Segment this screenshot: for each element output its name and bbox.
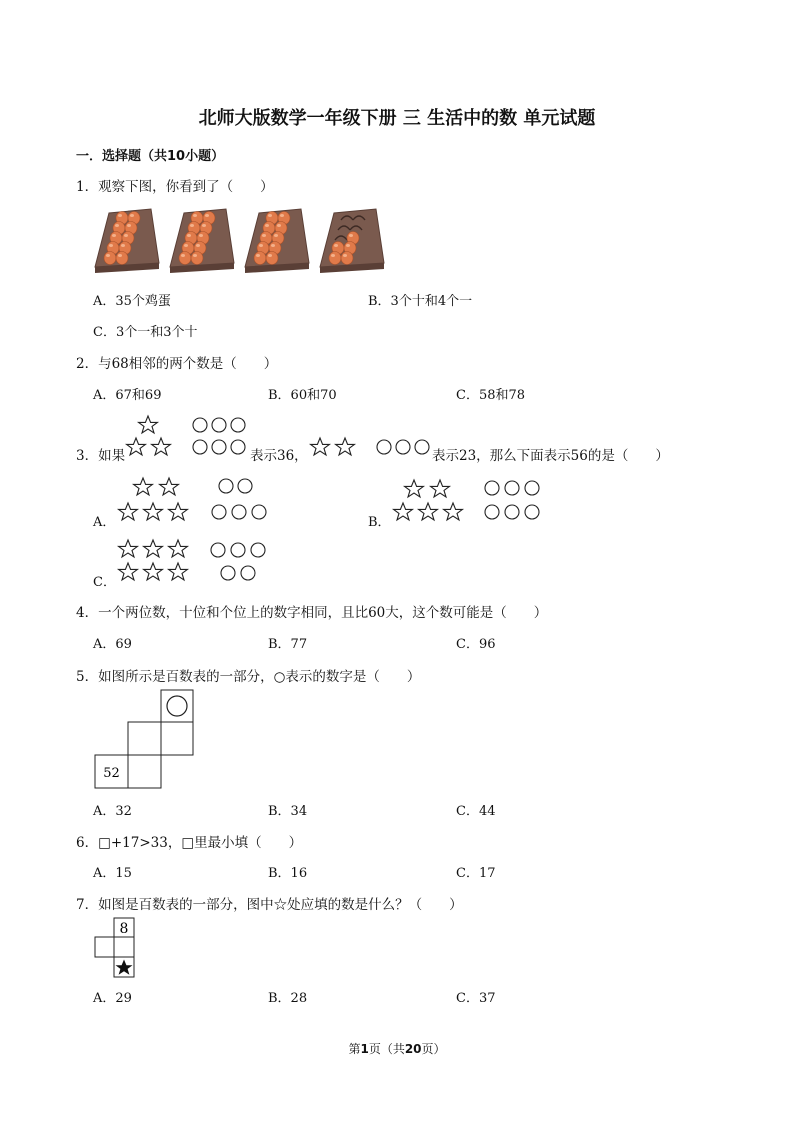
egg-trays-figure <box>93 205 393 275</box>
egg-tray-icon <box>320 209 384 273</box>
egg-icon <box>116 252 128 265</box>
circle-icon <box>396 440 410 454</box>
star-icon <box>152 438 171 455</box>
egg-icon <box>179 252 191 265</box>
question-3-option-c[interactable]: C． <box>93 575 116 590</box>
question-3-option-a[interactable]: A． <box>93 515 116 530</box>
question-6-option-b[interactable]: B．16 <box>268 866 308 881</box>
circle-icon <box>231 440 245 454</box>
star-icon <box>144 540 163 557</box>
footer-mid: 页（共 <box>368 1042 405 1056</box>
star-icon <box>336 438 355 455</box>
circle-icon <box>193 440 207 454</box>
question-1-option-a[interactable]: A．35个鸡蛋 <box>93 294 171 309</box>
egg-tray-icon <box>170 209 234 273</box>
egg-tray-icon <box>245 209 309 273</box>
hundred-chart-cross-figure <box>94 917 138 979</box>
star-icon <box>169 563 188 580</box>
question-4-option-a[interactable]: A．69 <box>93 637 132 652</box>
circle-icon <box>505 481 519 495</box>
question-7-stem: 7．如图是百数表的一部分，图中☆处应填的数是什么？（ ） <box>76 897 463 913</box>
egg-icon <box>266 252 278 265</box>
question-6-option-c[interactable]: C．17 <box>456 866 496 881</box>
example-23-figure <box>308 436 434 460</box>
question-7-option-c[interactable]: C．37 <box>456 991 496 1006</box>
question-3-stem-mid1: 表示36， <box>250 448 308 464</box>
question-5-option-b[interactable]: B．34 <box>268 804 308 819</box>
star-icon <box>444 503 463 520</box>
egg-icon <box>254 252 266 265</box>
footer-suffix: 页） <box>421 1042 446 1056</box>
egg-tray-icon <box>95 209 159 273</box>
example-36-figure <box>124 414 250 460</box>
circle-icon <box>415 440 429 454</box>
question-6-stem: 6．□+17>33，□里最小填（ ） <box>76 835 303 851</box>
page-footer <box>0 1040 794 1057</box>
option-c-figure[interactable] <box>116 538 276 586</box>
circle-icon <box>505 505 519 519</box>
question-6-option-a[interactable]: A．15 <box>93 866 132 881</box>
cell-value-8: 8 <box>119 921 129 937</box>
question-5-option-a[interactable]: A．32 <box>93 804 132 819</box>
star-icon <box>144 503 163 520</box>
circle-icon <box>485 481 499 495</box>
star-icon <box>419 503 438 520</box>
footer-prefix: 第 <box>348 1042 361 1056</box>
circle-icon <box>231 418 245 432</box>
egg-icon <box>104 252 116 265</box>
egg-icon <box>191 252 203 265</box>
circle-icon <box>212 505 226 519</box>
page-title: 北师大版数学一年级下册 三 生活中的数 单元试题 <box>198 108 596 129</box>
section-heading: 一．选择题（共10小题） <box>76 149 225 164</box>
star-icon <box>119 563 138 580</box>
circle-icon <box>212 418 226 432</box>
cell-value-52: 52 <box>103 766 120 781</box>
circle-icon <box>167 696 187 716</box>
question-4-option-c[interactable]: C．96 <box>456 637 496 652</box>
question-4-stem: 4．一个两位数，十位和个位上的数字相同，且比60大，这个数可能是（ ） <box>76 605 548 621</box>
hundred-chart-staircase-figure <box>94 689 196 791</box>
question-5-option-c[interactable]: C．44 <box>456 804 496 819</box>
circle-icon <box>525 481 539 495</box>
star-icon <box>139 416 158 433</box>
circle-icon <box>212 440 226 454</box>
star-icon <box>119 540 138 557</box>
question-1-option-c[interactable]: C．3个一和3个十 <box>93 325 198 340</box>
circle-icon <box>232 505 246 519</box>
star-icon <box>160 478 179 495</box>
question-1-stem: 1．观察下图，你看到了（ ） <box>76 179 274 195</box>
question-4-option-b[interactable]: B．77 <box>268 637 308 652</box>
circle-icon <box>193 418 207 432</box>
option-b-figure[interactable] <box>392 478 552 526</box>
star-icon <box>127 438 146 455</box>
star-icon <box>119 503 138 520</box>
option-a-figure[interactable] <box>116 476 276 524</box>
question-5-stem: 5．如图所示是百数表的一部分，○表示的数字是（ ） <box>76 669 421 685</box>
circle-icon <box>251 543 265 557</box>
question-7-option-b[interactable]: B．28 <box>268 991 308 1006</box>
star-icon <box>394 503 413 520</box>
question-2-option-a[interactable]: A．67和69 <box>93 388 162 403</box>
star-icon <box>431 480 450 497</box>
circle-icon <box>377 440 391 454</box>
question-1-option-b[interactable]: B．3个十和4个一 <box>368 294 473 309</box>
star-icon <box>134 478 153 495</box>
star-icon <box>169 540 188 557</box>
circle-icon <box>485 505 499 519</box>
circle-icon <box>231 543 245 557</box>
circle-icon <box>211 543 225 557</box>
question-2-stem: 2．与68相邻的两个数是（ ） <box>76 356 278 372</box>
egg-icon <box>329 252 341 265</box>
star-icon <box>405 480 424 497</box>
footer-total-pages: 20 <box>404 1042 422 1056</box>
question-2-option-c[interactable]: C．58和78 <box>456 388 526 403</box>
circle-icon <box>252 505 266 519</box>
egg-icon <box>341 252 353 265</box>
star-icon <box>144 563 163 580</box>
circle-icon <box>219 479 233 493</box>
footer-page-number: 1 <box>360 1042 369 1056</box>
star-icon <box>169 503 188 520</box>
question-7-option-a[interactable]: A．29 <box>93 991 132 1006</box>
question-3-stem-prefix: 3．如果 <box>76 448 126 464</box>
question-3-stem-mid2: 表示23，那么下面表示56的是（ ） <box>432 448 669 464</box>
question-3-option-b[interactable]: B． <box>368 515 391 530</box>
circle-icon <box>221 566 235 580</box>
question-2-option-b[interactable]: B．60和70 <box>268 388 337 403</box>
circle-icon <box>238 479 252 493</box>
circle-icon <box>525 505 539 519</box>
circle-icon <box>241 566 255 580</box>
star-icon <box>311 438 330 455</box>
